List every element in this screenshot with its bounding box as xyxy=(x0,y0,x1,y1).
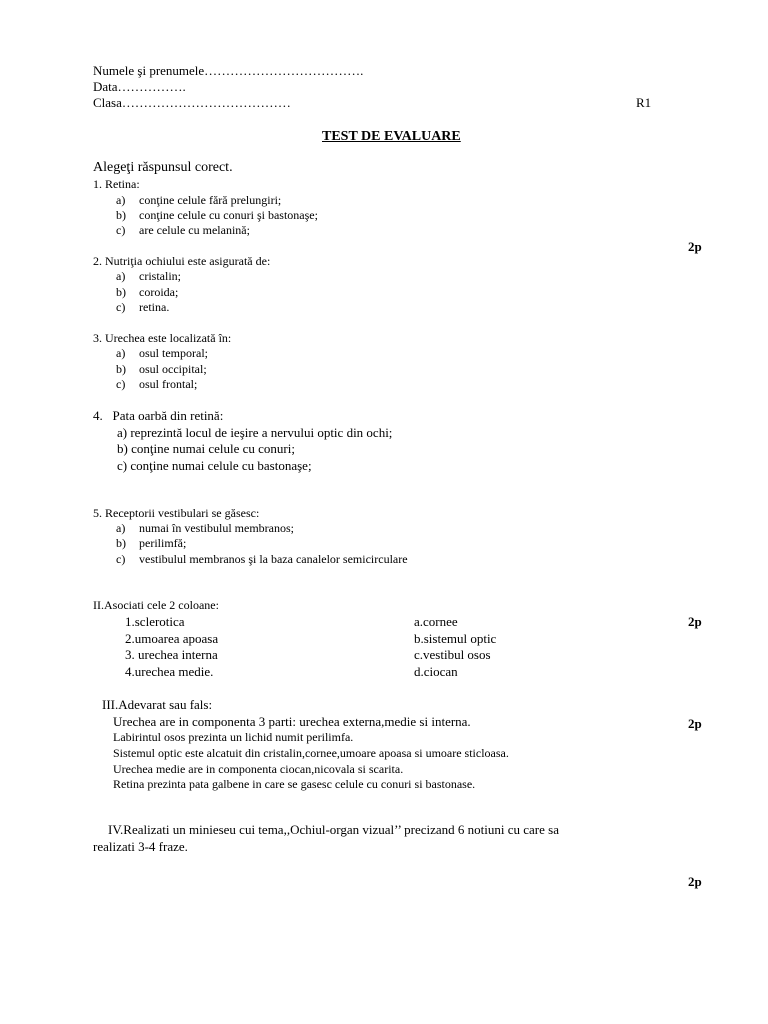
q5-option-c: vestibulul membranos şi la baza canalelor semicirculare xyxy=(139,552,408,566)
class-field-line: Clasa………………………………… xyxy=(93,95,291,110)
q2-option-a: cristalin; xyxy=(139,269,181,283)
option-letter: b) xyxy=(116,536,126,550)
tf-statement-5: Retina prezinta pata galbene in care se gasesc celule cu conuri si bastonase. xyxy=(113,777,476,791)
name-field-line: Numele şi prenumele………………………………. xyxy=(93,63,364,78)
section1-instruction: Alegeţi răspunsul corect. xyxy=(93,160,233,175)
match-right-b: b.sistemul optic xyxy=(414,631,497,646)
q2-option-c: retina. xyxy=(139,300,170,314)
section1-points: 2p xyxy=(688,239,702,254)
option-letter: b) xyxy=(116,362,126,376)
section2-heading: II.Asociati cele 2 coloane: xyxy=(93,598,219,612)
option-letter: c) xyxy=(116,377,126,391)
question-5: 5. Receptorii vestibulari se găsesc: xyxy=(93,506,260,520)
test-title: TEST DE EVALUARE xyxy=(322,129,461,144)
question-2: 2. Nutriţia ochiului este asigurată de: xyxy=(93,254,271,268)
q4-option-c: c) conţine numai celule cu bastonaşe; xyxy=(117,458,312,473)
question-4: 4. Pata oarbă din retină: xyxy=(93,408,224,423)
q3-option-c: osul frontal; xyxy=(139,377,198,391)
tf-statement-4: Urechea medie are in componenta ciocan,nicovala si scarita. xyxy=(113,762,404,776)
match-left-4: 4.urechea medie. xyxy=(125,664,214,679)
q2-option-b: coroida; xyxy=(139,285,179,299)
q4-option-b: b) conţine numai celule cu conuri; xyxy=(117,441,295,456)
match-right-d: d.ciocan xyxy=(414,664,458,679)
question-3: 3. Urechea este localizată în: xyxy=(93,331,232,345)
match-right-a: a.cornee xyxy=(414,614,458,629)
q5-option-a: numai în vestibulul membranos; xyxy=(139,521,294,535)
q1-option-a: conţine celule fără prelungiri; xyxy=(139,193,282,207)
match-right-c: c.vestibul osos xyxy=(414,647,491,662)
date-field-line: Data……………. xyxy=(93,79,186,94)
option-letter: a) xyxy=(116,193,126,207)
section4-points: 2p xyxy=(688,874,702,889)
option-letter: a) xyxy=(116,269,126,283)
q4-option-a: a) reprezintă locul de ieşire a nervului optic din ochi; xyxy=(117,425,393,440)
option-letter: b) xyxy=(116,285,126,299)
match-left-1: 1.sclerotica xyxy=(125,614,185,629)
q1-option-c: are celule cu melanină; xyxy=(139,223,250,237)
section2-points: 2p xyxy=(688,614,702,629)
tf-statement-1: Urechea are in componenta 3 parti: urechea externa,medie si interna. xyxy=(113,714,471,729)
option-letter: c) xyxy=(116,300,126,314)
tf-statement-2: Labirintul osos prezinta un lichid numit perilimfa. xyxy=(113,730,354,744)
question-1: 1. Retina: xyxy=(93,177,140,191)
option-letter: c) xyxy=(116,223,126,237)
section4-line-1: IV.Realizati un minieseu cui tema,,Ochiul-organ vizual’’ precizand 6 notiuni cu care sa xyxy=(108,822,559,837)
section3-heading: III.Adevarat sau fals: xyxy=(102,697,213,712)
q1-option-b: conţine celule cu conuri şi bastonaşe; xyxy=(139,208,318,222)
option-letter: c) xyxy=(116,552,126,566)
section3-points: 2p xyxy=(688,716,702,731)
match-left-2: 2.umoarea apoasa xyxy=(125,631,219,646)
q5-option-b: perilimfă; xyxy=(139,536,187,550)
q3-option-a: osul temporal; xyxy=(139,346,208,360)
section4-line-2: realizati 3-4 fraze. xyxy=(93,839,188,854)
match-left-3: 3. urechea interna xyxy=(125,647,218,662)
tf-statement-3: Sistemul optic este alcatuit din cristalin,cornee,umoare apoasa si umoare sticloasa. xyxy=(113,746,509,760)
option-letter: a) xyxy=(116,521,126,535)
variant-label: R1 xyxy=(636,95,652,110)
option-letter: a) xyxy=(116,346,126,360)
q3-option-b: osul occipital; xyxy=(139,362,207,376)
option-letter: b) xyxy=(116,208,126,222)
